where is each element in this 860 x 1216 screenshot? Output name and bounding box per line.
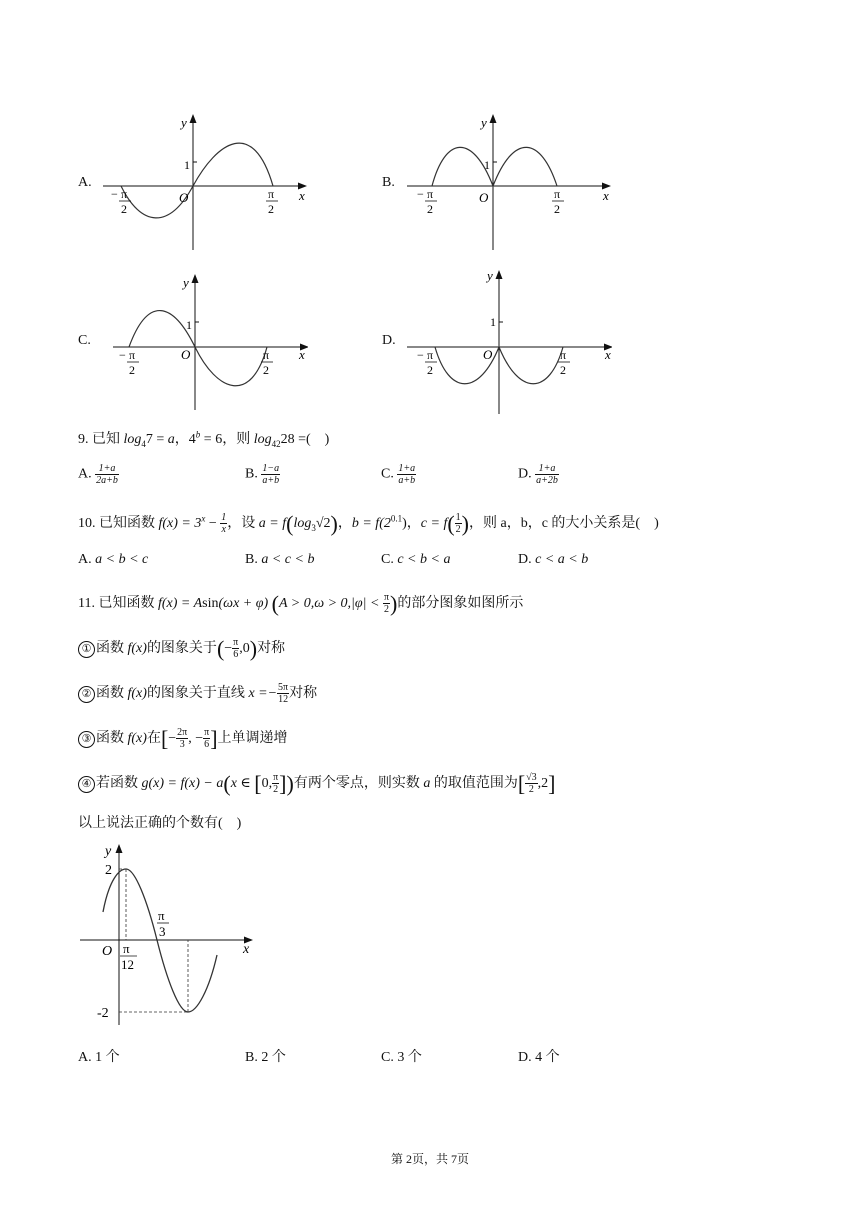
denominator: 2 xyxy=(383,604,389,616)
q9-text: 28 =( ) xyxy=(280,432,330,447)
y-arrow xyxy=(496,270,503,279)
option-text: 4 个 xyxy=(535,1050,560,1065)
graph-option-a[interactable] xyxy=(78,112,308,257)
statement-text: 函数 xyxy=(96,641,128,656)
fraction xyxy=(455,512,462,535)
q11-option-c[interactable] xyxy=(381,1046,422,1066)
q10-text: ，则 a，b，c 的大小关系是( ) xyxy=(469,516,659,531)
y-label: y xyxy=(105,844,112,859)
statement-text: 在 xyxy=(146,731,161,746)
y-label: y xyxy=(183,275,189,290)
option-label: D. xyxy=(518,1050,532,1065)
x2-pi: π xyxy=(158,908,165,923)
option-label: A. xyxy=(78,1050,92,1065)
graph-b xyxy=(397,112,612,257)
neg-sign: − xyxy=(417,348,424,362)
option-text: 2 个 xyxy=(261,1050,286,1065)
q10-stem xyxy=(78,512,659,535)
numerator: 1+a xyxy=(535,463,559,475)
option-label: D. xyxy=(382,333,396,348)
numerator: π xyxy=(204,727,210,739)
q9-base: 42 xyxy=(271,438,281,449)
two-label: 2 xyxy=(263,363,269,377)
q11-text: 已知函数 xyxy=(98,596,155,611)
denominator: 6 xyxy=(204,739,210,751)
y-arrow xyxy=(192,274,199,283)
statement-text: 对称 xyxy=(257,641,286,656)
one-label: 1 xyxy=(186,318,192,332)
option-text: a < b < c xyxy=(95,552,149,567)
pi-label: π xyxy=(427,187,434,201)
statement-text: 的取值范围为 xyxy=(430,776,518,791)
graph-option-c[interactable] xyxy=(78,270,308,415)
bracket: ]) xyxy=(279,770,294,796)
numerator: 5π xyxy=(278,682,289,694)
statement-func: g(x) = f(x) − a xyxy=(141,776,224,791)
statement-text: 0, xyxy=(261,776,273,791)
q10-func: f(x) = 3 xyxy=(158,516,202,531)
origin-label: O xyxy=(479,190,489,205)
axes xyxy=(407,278,607,414)
graph-c xyxy=(93,270,308,415)
q11-option-d[interactable] xyxy=(518,1046,560,1066)
two-label: 2 xyxy=(427,363,433,377)
q11-statement-2 xyxy=(78,682,317,705)
x-label: x xyxy=(603,188,609,203)
numerator: 1 xyxy=(221,512,227,524)
statement-text: 有两个零点，则实数 xyxy=(293,776,424,791)
denominator: a+2b xyxy=(536,475,558,486)
q10-option-b[interactable] xyxy=(245,552,314,568)
statement-text: 的图象关于 xyxy=(146,641,217,656)
numerator: 1−a xyxy=(262,463,280,474)
paren: ) xyxy=(249,635,258,661)
q10-text: − xyxy=(205,516,221,531)
numerator: π xyxy=(383,592,389,604)
q11-number: 11. xyxy=(78,596,95,611)
denominator: 2 xyxy=(528,784,534,796)
x2-den: 3 xyxy=(159,924,166,939)
fraction xyxy=(261,463,280,486)
numerator: 2π xyxy=(177,727,188,739)
numerator: π xyxy=(273,772,279,784)
option-label: D. xyxy=(518,552,532,567)
paren: ( xyxy=(286,510,294,536)
option-label: B. xyxy=(245,552,258,567)
statement-text: 若函数 xyxy=(96,776,142,791)
statement-func: f(x) xyxy=(127,641,147,656)
statement-text: − xyxy=(224,641,233,656)
statement-text: − xyxy=(168,731,177,746)
denominator: 2a+b xyxy=(96,475,118,486)
q10-text: a = f xyxy=(258,516,287,531)
q11-option-b[interactable] xyxy=(245,1046,286,1066)
fraction xyxy=(176,727,188,750)
q11-graph xyxy=(75,840,265,1030)
fraction xyxy=(95,463,119,486)
q10-base: 3 xyxy=(311,522,316,533)
two-label: 2 xyxy=(121,202,127,216)
q9-option-a[interactable] xyxy=(78,463,119,486)
q11-option-a[interactable] xyxy=(78,1046,120,1066)
statement-text: , − xyxy=(188,731,204,746)
pi-label: π xyxy=(121,187,128,201)
pi-label: π xyxy=(268,187,275,201)
statement-var: a xyxy=(423,776,431,791)
y-arrow xyxy=(490,114,497,123)
origin-label: O xyxy=(483,347,493,362)
q9-text: ， xyxy=(174,432,189,447)
denominator: x xyxy=(221,524,226,536)
statement-mark: ② xyxy=(78,686,95,703)
option-label: B. xyxy=(245,1050,258,1065)
statement-mark: ① xyxy=(78,641,95,658)
q9-text: 已知 xyxy=(92,432,120,447)
q9-number: 9. xyxy=(78,432,89,447)
two-label: 2 xyxy=(554,202,560,216)
q9-stem xyxy=(78,428,329,449)
q10-text: c = f xyxy=(420,516,448,531)
q11-text: (ωx + φ) xyxy=(218,596,269,611)
q9-text: 4 xyxy=(188,432,196,447)
q10-option-a[interactable] xyxy=(78,552,148,568)
statement-func: f(x) xyxy=(127,731,147,746)
q10-log: log xyxy=(293,516,312,531)
pi-label: π xyxy=(263,348,270,362)
bracket: [ xyxy=(160,725,169,751)
y-label: y xyxy=(481,115,487,130)
paren: ( xyxy=(271,590,279,616)
graph-a xyxy=(93,112,308,257)
q11-text: 的部分图象如图所示 xyxy=(397,596,524,611)
denominator: 12 xyxy=(278,694,289,706)
neg-sign: − xyxy=(111,187,118,201)
option-label: A. xyxy=(78,466,92,482)
q9-option-c[interactable] xyxy=(381,463,416,486)
statement-text: 函数 xyxy=(96,686,128,701)
q9-option-d[interactable] xyxy=(518,463,559,486)
option-text: c < a < b xyxy=(535,552,589,567)
pi-label: π xyxy=(554,187,561,201)
statement-mark: ④ xyxy=(78,776,95,793)
origin-label: O xyxy=(102,944,113,959)
statement-text: 上单调递增 xyxy=(217,731,288,746)
axes xyxy=(103,120,301,250)
option-label: B. xyxy=(382,175,395,190)
x-label: x xyxy=(605,347,611,362)
statement-mark: ③ xyxy=(78,731,95,748)
q11-closing: 以上说法正确的个数有( ) xyxy=(78,816,242,831)
ymin-label: -2 xyxy=(97,1006,109,1021)
two-label: 2 xyxy=(427,202,433,216)
denominator: a+b xyxy=(398,475,416,486)
page-footer: 第 2页，共 7页 xyxy=(390,1152,469,1166)
q11-statement-4 xyxy=(78,772,555,795)
one-label: 1 xyxy=(490,315,496,329)
q10-exp: x xyxy=(201,513,206,524)
numerator: 1 xyxy=(455,512,461,524)
q11-statement-3 xyxy=(78,727,288,750)
q10-text: b = f(2 xyxy=(351,516,391,531)
option-label: C. xyxy=(381,466,394,482)
q10-number: 10. xyxy=(78,516,96,531)
bracket: ] xyxy=(548,770,556,796)
two-label: 2 xyxy=(129,363,135,377)
numerator: 1+a xyxy=(95,463,119,475)
option-label: A. xyxy=(78,552,92,567)
curve-b xyxy=(432,147,557,186)
denominator: 2 xyxy=(455,524,461,536)
q10-text: ) xyxy=(402,516,407,531)
statement-text: 的图象关于直线 xyxy=(146,686,249,701)
statement-text: 函数 xyxy=(96,731,128,746)
paren: ) xyxy=(330,510,338,536)
option-label: C. xyxy=(78,333,91,348)
q11-func: f(x) = A xyxy=(157,596,203,611)
option-text: 1 个 xyxy=(95,1050,120,1065)
option-label: C. xyxy=(381,1050,394,1065)
x1-den: 12 xyxy=(121,957,134,972)
paren: ) xyxy=(461,510,469,536)
q10-text: ， xyxy=(406,516,421,531)
graph-option-d[interactable] xyxy=(382,266,612,416)
q10-text: 已知函数 xyxy=(99,516,155,531)
x-label: x xyxy=(299,347,305,362)
statement-text: ,0 xyxy=(239,641,250,656)
graph-option-b[interactable] xyxy=(382,112,612,257)
denominator: 2 xyxy=(273,784,279,796)
paren: ( xyxy=(216,635,225,661)
axes xyxy=(407,120,605,250)
y-arrow xyxy=(190,114,197,123)
q9-log: log xyxy=(123,432,142,447)
q9-option-b[interactable] xyxy=(245,463,280,486)
q10-option-d[interactable] xyxy=(518,552,588,568)
fraction xyxy=(383,592,390,615)
y-arrow xyxy=(116,844,123,853)
two-label: 2 xyxy=(560,363,566,377)
q9-text: ，则 xyxy=(222,432,254,447)
graph-d xyxy=(397,266,612,416)
option-text: 3 个 xyxy=(397,1050,422,1065)
fraction xyxy=(535,463,559,486)
q9-text: 7 = xyxy=(145,432,168,447)
q9-base: 4 xyxy=(141,438,146,449)
origin-label: O xyxy=(179,190,189,205)
q9-exp: b xyxy=(195,429,201,440)
numerator: π xyxy=(233,637,239,649)
origin-label: O xyxy=(181,347,191,362)
q11-statement-1 xyxy=(78,637,285,660)
bracket: [ xyxy=(254,770,262,796)
option-label: B. xyxy=(245,466,258,482)
axes xyxy=(113,280,303,410)
q10-text: ， xyxy=(337,516,352,531)
denominator: 6 xyxy=(233,649,239,661)
one-label: 1 xyxy=(484,158,490,172)
paren: ) xyxy=(390,590,398,616)
q9-text: = 6 xyxy=(200,432,223,447)
fraction xyxy=(277,682,289,705)
q11-text: sin xyxy=(202,596,219,611)
q10-text: ，设 xyxy=(227,516,259,531)
statement-func: f(x) xyxy=(127,686,147,701)
fraction xyxy=(525,772,538,795)
two-label: 2 xyxy=(268,202,274,216)
bracket: ] xyxy=(210,725,218,751)
q9-log: log xyxy=(253,432,272,447)
statement-text: x ∈ xyxy=(230,776,255,791)
option-label: A. xyxy=(78,175,92,190)
neg-sign: − xyxy=(119,348,126,362)
option-text: a < c < b xyxy=(261,552,315,567)
statement-text: ,2 xyxy=(537,776,549,791)
q11-cond: A > 0,ω > 0,|φ| < xyxy=(278,596,383,611)
option-text: c < b < a xyxy=(397,552,451,567)
denominator: a+b xyxy=(262,475,280,486)
option-label: C. xyxy=(381,552,394,567)
ymax-label: 2 xyxy=(105,863,112,878)
x-label: x xyxy=(243,942,250,957)
fraction xyxy=(397,463,416,486)
paren: ( xyxy=(223,770,231,796)
paren: ( xyxy=(447,510,455,536)
q11-stem xyxy=(78,592,523,615)
statement-text: x =− xyxy=(248,686,278,701)
bracket: [ xyxy=(517,770,526,796)
option-label: D. xyxy=(518,466,532,482)
curve-a xyxy=(121,143,273,218)
y-label: y xyxy=(487,268,493,283)
denominator: 3 xyxy=(179,739,185,751)
x1-pi: π xyxy=(123,941,130,956)
numerator: 1+a xyxy=(398,463,416,474)
q10-exp: 0.1 xyxy=(390,513,403,524)
q9-var: a xyxy=(167,432,175,447)
pi-label: π xyxy=(560,348,567,362)
neg-sign: − xyxy=(417,187,424,201)
numerator: √3 xyxy=(526,772,537,784)
q10-option-c[interactable] xyxy=(381,552,450,568)
q10-text: √2 xyxy=(315,516,331,531)
pi-label: π xyxy=(427,348,434,362)
one-label: 1 xyxy=(184,158,190,172)
y-label: y xyxy=(181,115,187,130)
pi-label: π xyxy=(129,348,136,362)
x-label: x xyxy=(299,188,305,203)
statement-text: 对称 xyxy=(289,686,318,701)
